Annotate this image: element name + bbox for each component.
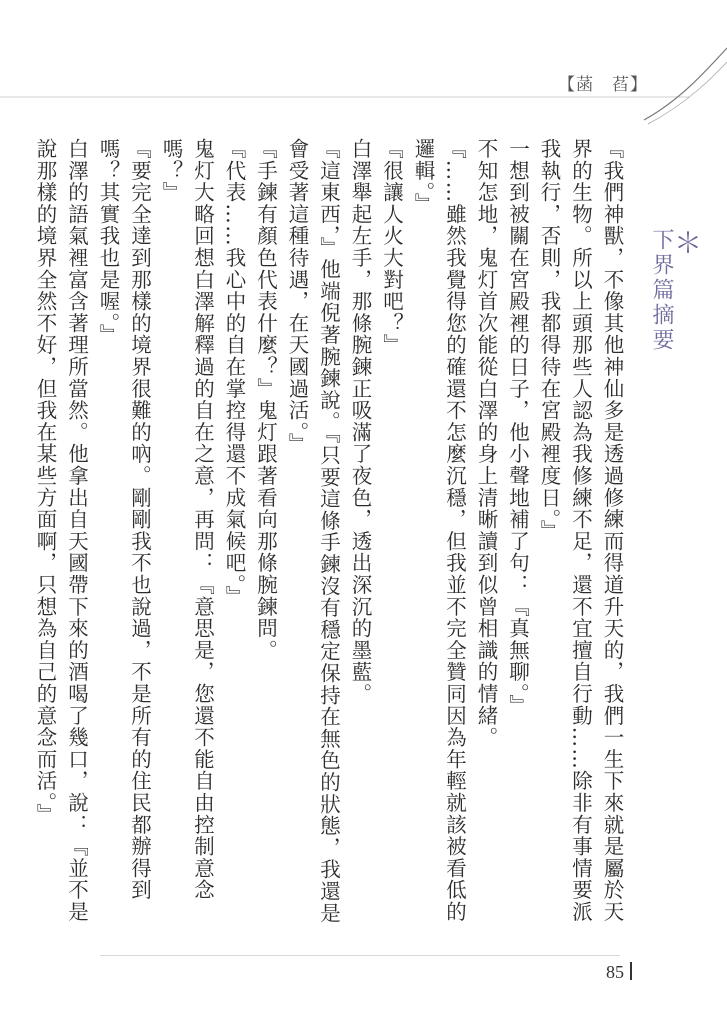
page-number-bar	[630, 962, 632, 980]
paragraph: 白澤舉起左手，那條腕鍊正吸滿了夜色，透出深沉的墨藍。	[348, 138, 372, 705]
header-curve-inner	[648, 62, 727, 124]
paragraph: 鬼灯大略回想白澤解釋過的自在之意，再問：『意思是，您還不能自由控制意念嗎？』	[159, 138, 215, 901]
vertical-body-text	[33, 138, 627, 938]
paragraph: 『很讓人火大對吧？』	[379, 138, 404, 356]
paragraph: 『……雖然我覺得您的確還不怎麼沉穩，但我並不完全贊同因為年輕就該被看低的邏輯。』	[411, 138, 467, 923]
paragraph: 『要完全達到那樣的境界很難的吶。剛剛我不也說過，不是所有的住民都辦得到嗎？其實我也是喔。』	[96, 138, 152, 901]
asterisk-icon: ＊	[670, 228, 703, 259]
paragraph: 『手鍊有顏色代表什麼？』鬼灯跟著看向那條腕鍊問。	[253, 138, 278, 662]
footer-rule	[100, 955, 620, 956]
paragraph: 『代表……我心中的自在掌控得還不成氣候吧。』	[222, 138, 246, 608]
paragraph: 『這東西，』他端倪著腕鍊說。『只要這條手鍊沒有穩定保持在無色的狀態，我還是會受著這種待遇，在天國過活。』	[285, 138, 341, 925]
paragraph: 不知怎地，鬼灯首次能從白澤的身上清晰讀到似曾相識的情緒。	[474, 138, 498, 749]
running-header-title: 【菡 萏】	[558, 75, 648, 95]
page-number-value: 85	[606, 962, 624, 982]
paragraph: 白澤的語氣裡富含著理所當然。他拿出自天國帶下來的酒喝了幾口，說：『並不是說那樣的境界全然不好，但我在某些方面啊，只想為自己的意念而活。』	[33, 138, 89, 923]
paragraph: 一想到被關在宮殿裡的日子，他小聲地補了句：『真無聊。』	[505, 138, 530, 717]
page-number	[606, 962, 632, 983]
header-curve	[644, 48, 727, 120]
section-heading-text: 下界篇摘要	[649, 228, 674, 353]
section-heading	[649, 228, 703, 353]
header-decoration	[0, 0, 727, 130]
paragraph: 『我們神獸，不像其他神仙多是透過修練而得道升天的，我們一生下來就是屬於天界的生物。所以上頭那些人認為我修練不足，還不宜擅自行動……除非有事情要派我執行，否則，我都得待在宮殿裡度日。』	[537, 138, 624, 923]
